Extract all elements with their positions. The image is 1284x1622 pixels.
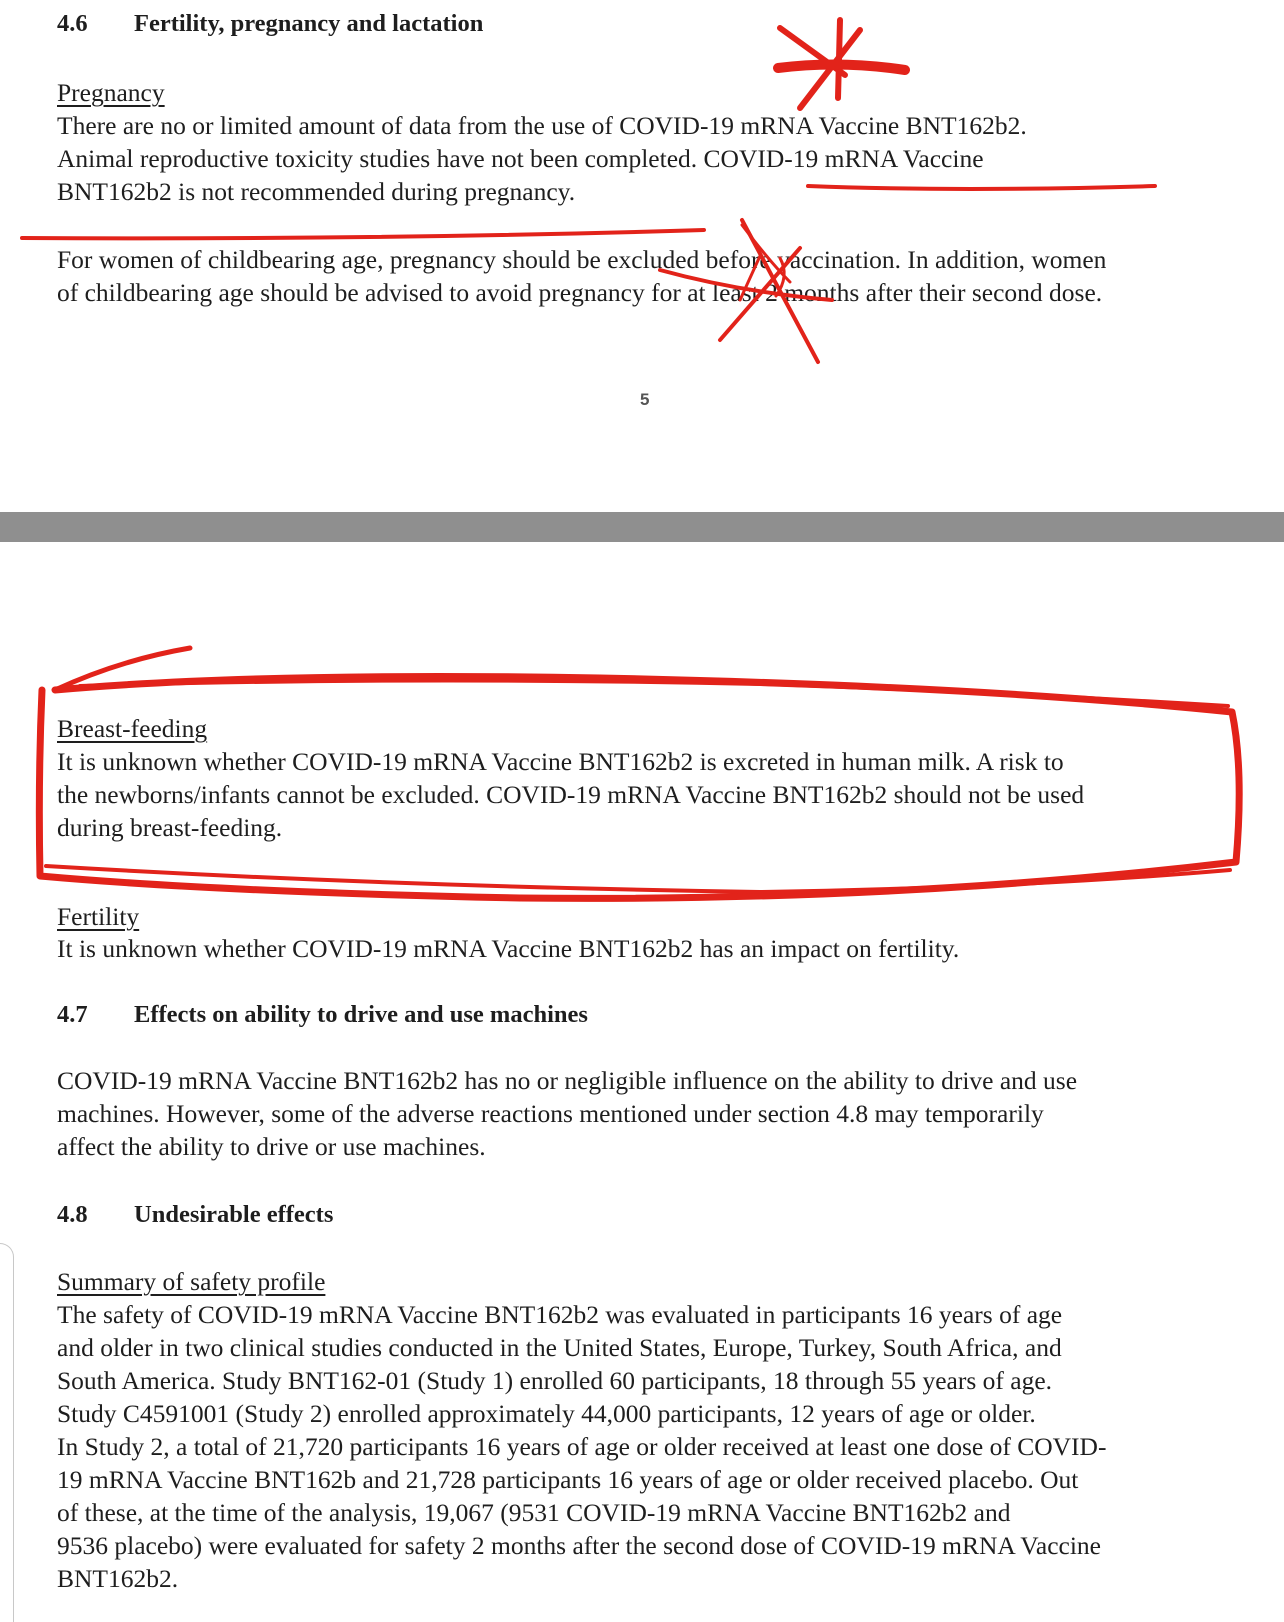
paragraph-line: machines. However, some of the adverse reactions mentioned under section 4.8 may temporarily xyxy=(57,1099,1044,1128)
section-number: 4.7 xyxy=(57,1001,88,1028)
paragraph-line: of these, at the time of the analysis, 19,067 (9531 COVID-19 mRNA Vaccine BNT162b2 and xyxy=(57,1498,1011,1527)
paragraph-line: of childbearing age should be advised to avoid pregnancy for at least 2 months after their second dose. xyxy=(57,278,1103,307)
paragraph-line: and older in two clinical studies conducted in the United States, Europe, Turkey, South Africa, and xyxy=(57,1333,1062,1362)
paragraph-line: South America. Study BNT162-01 (Study 1) enrolled 60 participants, 18 through 55 years of age. xyxy=(57,1366,1053,1395)
section-number: 4.6 xyxy=(57,10,88,37)
section-title: Effects on ability to drive and use machines xyxy=(134,1001,588,1028)
paragraph-line: BNT162b2. xyxy=(57,1564,179,1593)
paragraph-line: 19 mRNA Vaccine BNT162b and 21,728 participants 16 years of age or older received placebo. Out xyxy=(57,1465,1079,1494)
paragraph-line: It is unknown whether COVID-19 mRNA Vaccine BNT162b2 is excreted in human milk. A risk to xyxy=(57,747,1064,776)
section-heading-4-6 xyxy=(57,8,483,40)
paragraph-line: In Study 2, a total of 21,720 participants 16 years of age or older received at least one dose of COVID- xyxy=(57,1432,1107,1461)
section-heading-4-8 xyxy=(57,1199,333,1231)
subheading-pregnancy: Pregnancy xyxy=(57,78,165,107)
paragraph-line: The safety of COVID-19 mRNA Vaccine BNT162b2 was evaluated in participants 16 years of age xyxy=(57,1300,1063,1329)
page-separator xyxy=(0,512,1284,542)
page-number: 5 xyxy=(640,390,650,409)
paragraph-line: Study C4591001 (Study 2) enrolled approximately 44,000 participants, 12 years of age or older. xyxy=(57,1399,1036,1428)
scroll-edge-indicator xyxy=(0,1243,14,1622)
section-heading-4-7 xyxy=(57,999,588,1031)
paragraph-line: COVID-19 mRNA Vaccine BNT162b2 has no or negligible influence on the ability to drive and use xyxy=(57,1066,1078,1095)
paragraph-line: For women of childbearing age, pregnancy should be excluded before vaccination. In addition, women xyxy=(57,245,1107,274)
paragraph-line: during breast-feeding. xyxy=(57,813,283,842)
subheading-summary-safety: Summary of safety profile xyxy=(57,1267,326,1296)
paragraph-line: 9536 placebo) were evaluated for safety 2 months after the second dose of COVID-19 mRNA Vaccine xyxy=(57,1531,1101,1560)
paragraph-line: the newborns/infants cannot be excluded. COVID-19 mRNA Vaccine BNT162b2 should not be used xyxy=(57,780,1085,809)
subheading-breast-feeding: Breast-feeding xyxy=(57,714,208,743)
paragraph-line: BNT162b2 is not recommended during pregnancy. xyxy=(57,177,576,206)
subheading-fertility: Fertility xyxy=(57,902,140,931)
document-page-bottom xyxy=(0,542,1284,1622)
section-title: Undesirable effects xyxy=(134,1201,334,1228)
paragraph-line: Animal reproductive toxicity studies have not been completed. COVID-19 mRNA Vaccine xyxy=(57,144,984,173)
paragraph-line: affect the ability to drive or use machines. xyxy=(57,1132,486,1161)
section-number: 4.8 xyxy=(57,1201,88,1228)
paragraph-line: There are no or limited amount of data from the use of COVID-19 mRNA Vaccine BNT162b2. xyxy=(57,111,1027,140)
document-page-top xyxy=(0,0,1284,512)
paragraph-line: It is unknown whether COVID-19 mRNA Vaccine BNT162b2 has an impact on fertility. xyxy=(57,934,960,963)
section-title: Fertility, pregnancy and lactation xyxy=(134,10,484,37)
